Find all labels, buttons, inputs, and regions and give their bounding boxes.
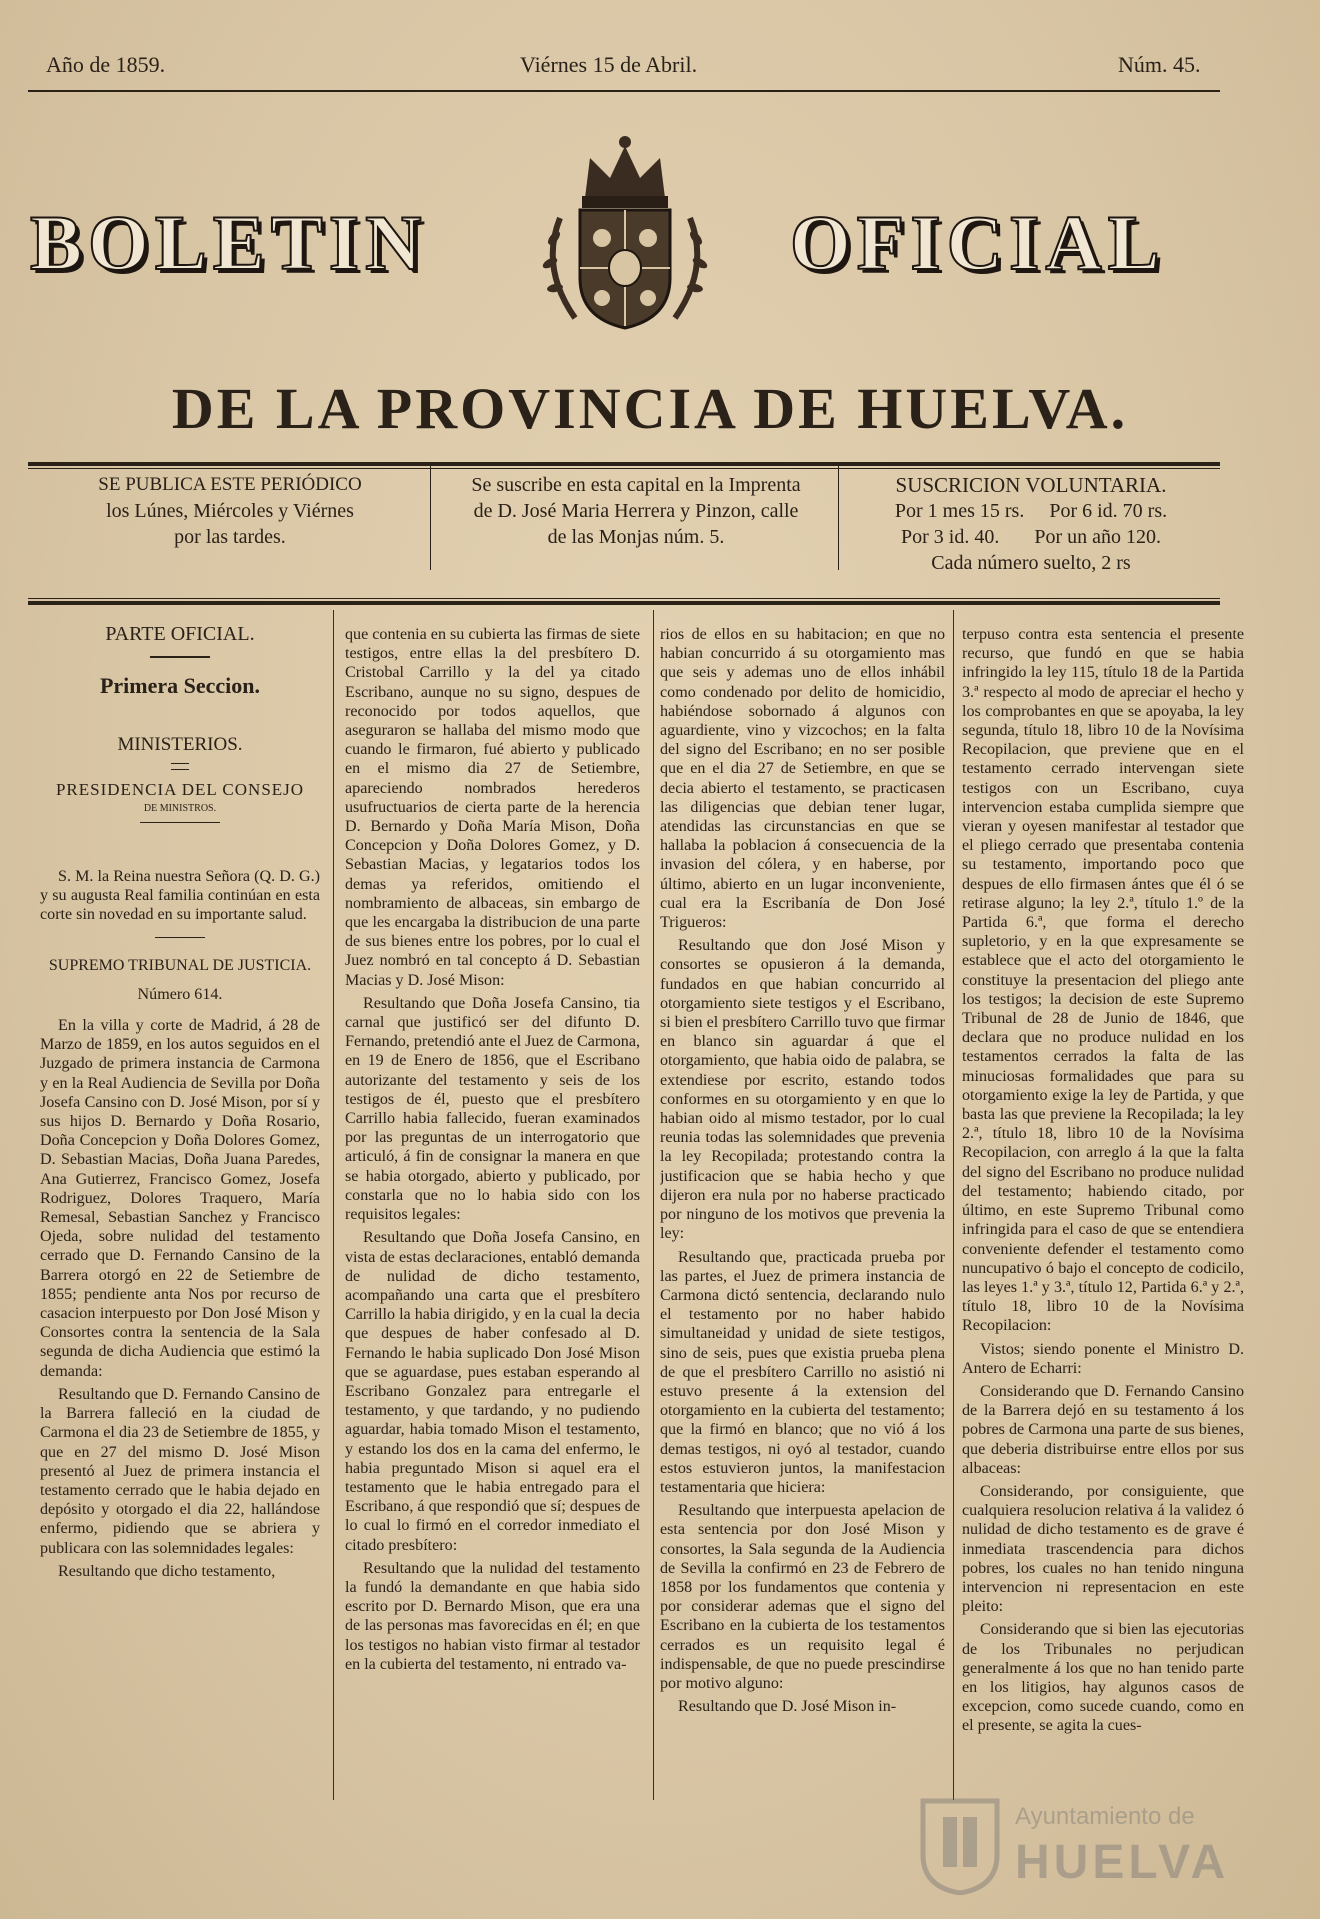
top-rule bbox=[28, 90, 1220, 92]
short-divider bbox=[155, 937, 205, 938]
col4-paragraph-5: Considerando que si bien las ejecutorias de los Tribunales no perjudican generalmente á los que no han tenido parte en los litigios, hay algunos casos de excepcion, como sucede cuando, como en el presente, se agita la cues- bbox=[962, 1621, 1244, 1735]
column-4 bbox=[962, 625, 1244, 1795]
issue-number: Núm. 45. bbox=[1118, 52, 1201, 77]
info-rule-bottom-thin bbox=[28, 598, 1220, 599]
info-divider-2 bbox=[838, 466, 839, 570]
issue-year: Año de 1859. bbox=[46, 52, 166, 77]
column-1 bbox=[40, 625, 320, 1795]
masthead-oficial: OFICIAL bbox=[790, 199, 1166, 286]
col2-paragraph-2: Resultando que Doña Josefa Cansino, tia carnal que justificó ser del difunto D. Fernando, pretendió ante el Juez de Carmona, en 19 de Enero de 1856, que el Escribano autorizante del testamento y seis de los testigos de él, puesto que el presbítero Carrillo habia fallecido, fueran examinados por las preguntas de un interrogatorio que articuló, á fin de consignar la manera en que se habia otorgado, abierto y publicado, por constarla que no lo habia sido con los requisitos legales: bbox=[345, 994, 640, 1224]
col3-paragraph-3: Resultando que, practicada prueba por las partes, el Juez de primera instancia de Carmona dictó sentencia, declarando nulo el testamento por no haber habido simultaneidad y unidad de siete testigos, sino de seis, pues que existia prueba plena de que el presbítero Carrillo no asistió ni estuvo presente á la extension del otorgamiento en la cubierta del testamento; que la firmó en blanco; que no vió á los demas testigos, ni oyó al testador, cuando estos estuvieron juntos, la manifestacion testamentaria que hiciera: bbox=[660, 1248, 945, 1496]
publish-line-2: los Lúnes, Miércoles y Viérnes bbox=[106, 500, 354, 522]
section-heading: PARTE OFICIAL. bbox=[105, 625, 255, 645]
ornament-divider bbox=[150, 656, 210, 658]
col1-paragraph-2: En la villa y corte de Madrid, á 28 de Marzo de 1859, en los autos seguidos en el Juzgado de primera instancia de Carmona y en la Real Audiencia de Sevilla por Doña Josefa Cansino con D. José Mison, por sí y sus hijos D. Bernardo y Doña Rosario, Doña Concepcion y Doña Dolores Gomez, D. Sebastian Macias, Doña Juana Paredes, Ana Gutierrez, Francisco Gomez, Josefa Rodriguez, Dolores Traquero, María Remesal, Sebastian Sanchez y Francisco Ojeda, sobre nulidad del testamento cerrado que D. Fernando Cansino de la Barrera otorgó en 22 de Setiembre de 1855; pendiente anta Nos por recurso de casacion interpuesto por Don José Mison y Consortes contra la sentencia de la Sala segunda de dicha Audiencia que estimó la demanda: bbox=[40, 1017, 320, 1380]
col3-paragraph-2: Resultando que don José Mison y consortes se opusieron á la demanda, fundados en que habian concurrido al otorgamiento siete testigos y el Escribano, si bien el presbítero Carrillo tuvo que firmar en blanco sin aguardar á que el otorgamiento, que habia oido de palabra, se extendiese por escrito, estando todos conformes en su otorgamiento y en que lo habian oido al mismo testador, por lo cual reunia todas las solemnidades que prevenia la ley Recopilada; protestando contra la justificacion que se habia hecho y que dijeron era nula por no haberse practicado por ninguno de los motivos que prevenia la ley: bbox=[660, 937, 945, 1243]
subscribe-info bbox=[436, 472, 836, 550]
col1-paragraph-3: Resultando que D. Fernando Cansino de la Barrera falleció en la ciudad de Carmona el dia 23 de Setiembre de 1855, y que en 27 del mismo D. José Mison presentó al Juez de primera instancia el testamento cerrado que le habia dejado en depósito y otorgado el dia 22, hallándose enfermo, pidiendo que se abriera y publicara con las solemnidades legales: bbox=[40, 1385, 320, 1557]
col4-paragraph-4: Considerando, por consiguiente, que cualquiera resolucion relativa á la validez ó nulidad de dicho testamento es de grave é inmediata trascendencia para dichos pobres, los cuales no han tenido ninguna intervencion ni representacion en este pleito: bbox=[962, 1482, 1244, 1616]
info-rule-bottom bbox=[28, 601, 1220, 605]
column-2 bbox=[345, 625, 640, 1795]
col4-paragraph-2: Vistos; siendo ponente el Ministro D. Antero de Echarri: bbox=[962, 1340, 1244, 1377]
subscribe-line-1: Se suscribe en esta capital en la Imprenta bbox=[471, 474, 801, 496]
column-3 bbox=[660, 625, 945, 1795]
presidencia-heading: PRESIDENCIA DEL CONSEJO bbox=[55, 779, 305, 799]
col1-paragraph-4: Resultando que dicho testamento, bbox=[58, 1562, 276, 1580]
column-separator-3 bbox=[953, 610, 954, 1800]
subscribe-line-3: de las Monjas núm. 5. bbox=[547, 526, 725, 548]
voluntary-prices-2: Por 3 id. 40. Por un año 120. bbox=[901, 526, 1161, 548]
info-divider-1 bbox=[430, 466, 431, 570]
info-rule-top-thin bbox=[28, 468, 1220, 469]
numero-heading: Número 614. bbox=[137, 985, 223, 1003]
col2-paragraph-3: Resultando que Doña Josefa Cansino, en vista de estas declaraciones, entabló demanda de nulidad de dicho testamento, acompañando una carta que el presbítero Carrillo la habia dirigido, y en la cual la decia que despues de haber confesado al D. Fernando le habia suplicado Don José Mison que se aguardase, pues estaban esperando al Escribano Gonzalez para entregarle el testamento, y que tardando, y no pudiendo aguardar, habia tomado Mison el testamento, y estando los dos en la cama del enfermo, le habia preguntado Mison si aquel era el testamento que le habia entregado para el Escribano, á que respondió que sí; despues de lo cual lo firmó en el corredor inmediato el citado presbítero: bbox=[345, 1229, 640, 1554]
col3-paragraph-5: Resultando que D. José Mison in- bbox=[678, 1698, 897, 1716]
voluntary-title: SUSCRICION VOLUNTARIA. bbox=[895, 473, 1167, 497]
masthead-subtitle: DE LA PROVINCIA DE HUELVA. bbox=[171, 376, 1129, 441]
column-separator-2 bbox=[653, 610, 654, 1800]
subsection-heading: Primera Seccion. bbox=[99, 673, 261, 699]
col3-paragraph-4: Resultando que interpuesta apelacion de esta sentencia por don José Mison y consortes, la Sala segunda de la Audiencia de Sevilla la confirmó en 23 de Febrero de 1858 por los fundamentos que contenia y por considerar ademas que el signo del Escribano en la cubierta de los testamentos cerrados es un requisito legal é indispensable, de que no puede prescindirse por motivo alguno: bbox=[660, 1502, 945, 1692]
ministerios-heading: MINISTERIOS. bbox=[117, 734, 243, 756]
health-notice: S. M. la Reina nuestra Señora (Q. D. G.) y su augusta Real familia continúan en esta corte sin novedad en su importante salud. bbox=[40, 868, 320, 924]
ayuntamiento-watermark bbox=[915, 1795, 1245, 1900]
masthead-boletin: BOLETIN bbox=[30, 199, 428, 286]
col3-paragraph-1: rios de ellos en su habitacion; en que no habian concurrido á su otorgamiento mas que seis y ademas uno de ellos inhábil como condenado por delito de homicidio, habiéndose sobornado á algunos con aguardiente, vino y vizcochos; en la falta del signo del Escribano; en no ser posible que en el dia 27 de Setiembre, en que se decia abierto el testamento, se practicasen las diligencias que debian tener lugar, atendidas las circunstancias en que se hallaba la poblacion á consecuencia de la invasion del cólera, y en haberse, por último, abierto en un lugar inconveniente, cual era la Escribanía de Don José Trigueros: bbox=[660, 626, 945, 932]
watermark-line-2: HUELVA bbox=[1015, 1836, 1230, 1889]
city-shield-icon bbox=[915, 1795, 1005, 1895]
issue-date: Viérnes 15 de Abril. bbox=[520, 52, 698, 77]
col2-paragraph-1: que contenia en su cubierta las firmas de siete testigos, entre ellas la del presbítero D. Cristobal Carrillo y la del ya citado Escribano, aunque no su signo, despues de reconocido por todos aquellos, que aseguraron se hallaba del mismo modo que cuando le firmaron, fué abierto y publicado en el mismo dia 27 de Setiembre, apareciendo nombrados herederos usufructuarios de cierta parte de la herencia D. Bernardo y Doña María Mison, Doña Concepcion y Doña Dolores Gomez, y D. Sebastian Macias, y legatarios todos los demas ya referidos, omitiendo el nombramiento de albaceas, sin embargo de que les encargaba la distribucion de una parte de sus bienes entre los pobres, por lo cual el Juez nombró en tal concepto á D. Sebastian Macias y D. José Mison: bbox=[345, 626, 640, 989]
ornament-divider-2 bbox=[140, 822, 220, 823]
col4-paragraph-3: Considerando que D. Fernando Cansino de la Barrera dejó en su testamento á los pobres de Carmona una parte de sus bienes, que deberia distribuirse entre ellos por sus albaceas: bbox=[962, 1382, 1244, 1477]
royal-crest-icon bbox=[530, 128, 720, 338]
publish-info bbox=[50, 472, 410, 550]
watermark-line-1: Ayuntamiento de bbox=[1015, 1803, 1195, 1830]
voluntary-single: Cada número suelto, 2 rs bbox=[931, 552, 1131, 574]
col4-paragraph-1: terpuso contra esta sentencia el presente recurso, que fundó en que se habia infringido la ley 115, título 18 de la Partida 3.ª respecto al modo de apreciar el hecho y los comprobantes en que se apoyaba, la ley segunda, título 18, libro 10 de la Novísima Recopilacion, que previene que en el testamento cerrado intervengan siete testigos con un Escribano, cuya intervencion estaba cumplida siempre que vieran y oyesen manifestar al testador que el pliego cerrado que presentaba contenia su testamento, importando poco que despues de ello firmasen ántes que él ó se retirase alguno; la ley 2.ª, título 1.º de la Partida 6.ª, que forma el derecho supletorio, y en la que expresamente se establece que el acto del otorgamiento le constituye la presentacion del pliego ante los testigos; la decision de este Supremo Tribunal de 28 de Junio de 1846, que declara que no produce nulidad en los testamentos cerrados la falta de las minuciosas formalidades que para su otorgamiento exige la ley de Partida, y que basta las que previene la Recopilada; la ley 2.ª, título 18, libro 10 de la Novísima Recopilacion, con arreglo á la que la falta del signo del Escribano no produce nulidad del testamento; habiendo citado, por último, en este Supremo Tribunal como infringida para el caso de que se entendiera conveniente defender el testamento como nuncupativo ó bajo el concepto de codicilo, las leyes 1.ª y 3.ª, título 12, Partida 6.ª y 2.ª, título 18, libro 10 de la Novísima Recopilacion: bbox=[962, 626, 1244, 1335]
publish-line-1: SE PUBLICA ESTE PERIÓDICO bbox=[98, 474, 362, 495]
voluntary-prices-1: Por 1 mes 15 rs. Por 6 id. 70 rs. bbox=[894, 500, 1168, 522]
tribunal-heading: SUPREMO TRIBUNAL DE JUSTICIA. bbox=[48, 956, 312, 974]
col2-paragraph-4: Resultando que la nulidad del testamento la fundó la demandante en que habia sido escrito por D. Bernardo Mison, que era una de las personas mas favorecidas en él; en que los testigos no habian visto firmar al testador en la cubierta del testamento, ni entrado va- bbox=[345, 1559, 640, 1673]
presidencia-subheading: DE MINISTROS. bbox=[143, 802, 217, 814]
publish-line-3: por las tardes. bbox=[174, 526, 286, 548]
subscribe-line-2: de D. José Maria Herrera y Pinzon, calle bbox=[473, 500, 799, 522]
equals-divider bbox=[171, 763, 189, 770]
info-rule-top bbox=[28, 462, 1220, 466]
voluntary-info bbox=[846, 472, 1216, 576]
column-separator-1 bbox=[333, 610, 334, 1800]
